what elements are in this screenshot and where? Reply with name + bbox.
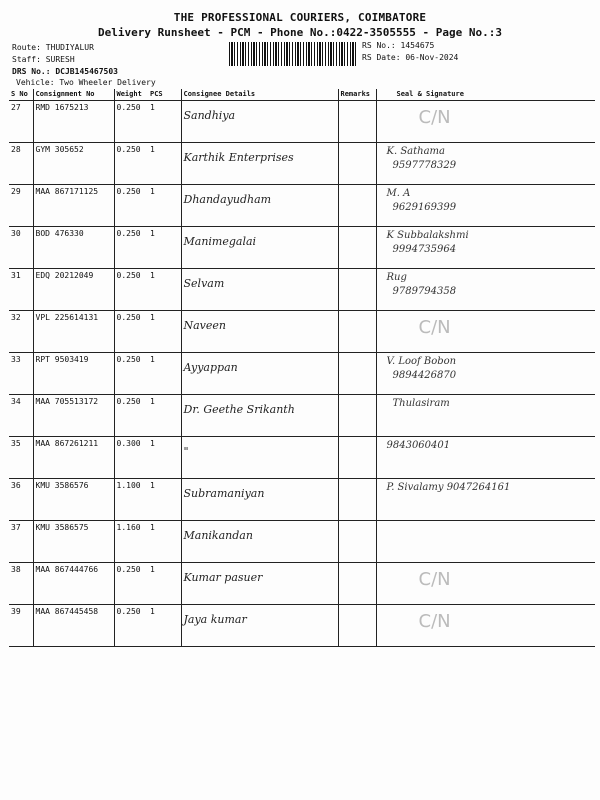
cell-weight: 0.250 (114, 311, 148, 353)
runsheet-subtitle: Delivery Runsheet - PCM - Phone No.:0422-3505555 - Page No.:3 (98, 26, 502, 39)
signature-phone: 9994735964 (392, 244, 457, 255)
cell-remarks (338, 101, 376, 143)
cell-remarks (338, 353, 376, 395)
cell-sno: 32 (9, 311, 33, 353)
signature-text: Rug (386, 272, 407, 283)
staff-line (12, 55, 75, 65)
cell-weight: 0.250 (114, 143, 148, 185)
consignee-handwriting: Jaya kumar (183, 613, 247, 626)
cell-sno: 37 (9, 521, 33, 563)
cell-remarks (338, 227, 376, 269)
consignee-handwriting: Naveen (183, 319, 227, 332)
cell-seal-signature (376, 143, 595, 185)
consignee-handwriting: Kumar pasuer (183, 571, 263, 584)
drs-label: DRS No.: (12, 67, 51, 76)
signature-phone: 9629169399 (392, 202, 457, 213)
rs-no-line (362, 40, 434, 52)
cell-sno: 35 (9, 437, 33, 479)
cell-remarks (338, 143, 376, 185)
vehicle-label: Vehicle: (16, 78, 55, 87)
cell-consignment-no: BOD 476330 (33, 227, 114, 269)
col-remarks: Remarks (338, 89, 376, 101)
cell-remarks (338, 311, 376, 353)
col-sno: S No (9, 89, 33, 101)
table-row (9, 563, 595, 605)
consignee-handwriting: " (183, 445, 189, 458)
route-line (12, 43, 94, 53)
cell-seal-signature (376, 395, 595, 437)
cell-pcs: 1 (148, 101, 181, 143)
cell-remarks (338, 185, 376, 227)
consignee-handwriting: Subramaniyan (183, 487, 265, 500)
cell-seal-signature (376, 269, 595, 311)
cell-consignment-no: MAA 867444766 (33, 563, 114, 605)
cell-remarks (338, 395, 376, 437)
table-row (9, 479, 595, 521)
cell-consignment-no: MAA 867261211 (33, 437, 114, 479)
cell-weight: 0.250 (114, 101, 148, 143)
cell-weight: 0.250 (114, 605, 148, 647)
drs-value: DCJB145467503 (55, 67, 118, 76)
cell-consignee (181, 311, 338, 353)
rs-no-label: RS No.: (362, 41, 396, 50)
cell-pcs: 1 (148, 311, 181, 353)
cell-remarks (338, 269, 376, 311)
cell-seal-signature (376, 227, 595, 269)
cell-sno: 36 (9, 479, 33, 521)
signature-text: K. Sathama (386, 146, 446, 157)
cell-sno: 34 (9, 395, 33, 437)
cell-consignee (181, 101, 338, 143)
cell-pcs: 1 (148, 269, 181, 311)
consignee-handwriting: Sandhiya (183, 109, 236, 122)
staff-label: Staff: (12, 55, 41, 64)
cell-consignee (181, 353, 338, 395)
consignee-handwriting: Karthik Enterprises (183, 151, 294, 164)
cell-consignee (181, 563, 338, 605)
cell-consignment-no: VPL 225614131 (33, 311, 114, 353)
table-row (9, 353, 595, 395)
cell-seal-signature (376, 563, 595, 605)
consignee-handwriting: Selvam (183, 277, 225, 290)
cn-stamp: C/N (418, 569, 451, 590)
vehicle-value: Two Wheeler Delivery (59, 78, 156, 87)
signature-phone: 9789794358 (392, 286, 457, 297)
signature-phone: 9597778329 (392, 160, 457, 171)
signature-text: 9843060401 (386, 440, 451, 451)
drs-line (12, 67, 118, 77)
cell-remarks (338, 437, 376, 479)
table-row (9, 185, 595, 227)
cell-pcs: 1 (148, 227, 181, 269)
cell-remarks (338, 563, 376, 605)
route-value: THUDIYALUR (45, 43, 94, 52)
cell-consignee (181, 605, 338, 647)
rs-date-label: RS Date: (362, 53, 401, 62)
col-pcs: PCS (148, 89, 181, 101)
cell-seal-signature (376, 185, 595, 227)
cn-stamp: C/N (418, 107, 451, 128)
consignee-handwriting: Dhandayudham (183, 193, 272, 206)
staff-value: SURESH (45, 55, 75, 64)
cell-weight: 0.250 (114, 563, 148, 605)
cell-sno: 29 (9, 185, 33, 227)
cell-sno: 39 (9, 605, 33, 647)
rs-date-line (362, 52, 458, 64)
cell-pcs: 1 (148, 143, 181, 185)
cell-pcs: 1 (148, 185, 181, 227)
cell-pcs: 1 (148, 479, 181, 521)
cell-sno: 31 (9, 269, 33, 311)
cell-weight: 0.250 (114, 185, 148, 227)
cell-weight: 1.160 (114, 521, 148, 563)
table-row (9, 395, 595, 437)
vehicle-line (16, 78, 156, 88)
table-header-row (9, 89, 595, 101)
signature-text: M. A (386, 188, 411, 199)
rs-no-value: 1454675 (400, 41, 435, 50)
signature-text: P. Sivalamy 9047264161 (386, 482, 511, 493)
col-consignee: Consignee Details (181, 89, 338, 101)
cell-remarks (338, 479, 376, 521)
cell-seal-signature (376, 521, 595, 563)
table-row (9, 269, 595, 311)
table-row (9, 605, 595, 647)
signature-phone: Thulasiram (392, 398, 450, 409)
cell-weight: 0.250 (114, 353, 148, 395)
cell-weight: 1.100 (114, 479, 148, 521)
cell-consignment-no: MAA 867171125 (33, 185, 114, 227)
cell-seal-signature (376, 353, 595, 395)
table-row (9, 521, 595, 563)
consignee-handwriting: Manimegalai (183, 235, 257, 248)
cell-consignee (181, 143, 338, 185)
cell-weight: 0.300 (114, 437, 148, 479)
cell-seal-signature (376, 437, 595, 479)
cell-weight: 0.250 (114, 269, 148, 311)
signature-text: K Subbalakshmi (386, 230, 469, 241)
col-signature: Seal & Signature (376, 89, 595, 101)
table-row (9, 143, 595, 185)
consignee-handwriting: Manikandan (183, 529, 253, 542)
cell-sno: 33 (9, 353, 33, 395)
cell-consignment-no: MAA 867445458 (33, 605, 114, 647)
signature-phone: 9894426870 (392, 370, 457, 381)
cell-pcs: 1 (148, 521, 181, 563)
consignee-handwriting: Ayyappan (183, 361, 238, 374)
cell-consignment-no: RPT 9503419 (33, 353, 114, 395)
runsheet-table (9, 89, 595, 647)
cell-consignment-no: KMU 3586575 (33, 521, 114, 563)
cell-pcs: 1 (148, 437, 181, 479)
consignee-handwriting: Dr. Geethe Srikanth (183, 403, 295, 416)
cell-consignment-no: EDQ 20212049 (33, 269, 114, 311)
cell-consignment-no: RMD 1675213 (33, 101, 114, 143)
cell-consignment-no: GYM 305652 (33, 143, 114, 185)
table-row (9, 101, 595, 143)
cell-consignee (181, 479, 338, 521)
barcode (229, 42, 358, 66)
cell-sno: 28 (9, 143, 33, 185)
cell-sno: 30 (9, 227, 33, 269)
cell-seal-signature (376, 605, 595, 647)
cell-seal-signature (376, 311, 595, 353)
cell-pcs: 1 (148, 353, 181, 395)
col-weight: Weight (114, 89, 148, 101)
cell-consignee (181, 185, 338, 227)
cell-remarks (338, 521, 376, 563)
cell-pcs: 1 (148, 605, 181, 647)
cell-consignee (181, 227, 338, 269)
col-consignment: Consignment No (33, 89, 114, 101)
cell-pcs: 1 (148, 395, 181, 437)
cell-weight: 0.250 (114, 395, 148, 437)
cn-stamp: C/N (418, 611, 451, 632)
cell-consignee (181, 521, 338, 563)
cell-seal-signature (376, 101, 595, 143)
cell-consignment-no: KMU 3586576 (33, 479, 114, 521)
cell-consignee (181, 437, 338, 479)
cell-consignee (181, 269, 338, 311)
table-row (9, 437, 595, 479)
signature-text: V. Loof Bobon (386, 356, 457, 367)
rs-date-value: 06-Nov-2024 (405, 53, 459, 62)
cell-consignment-no: MAA 705513172 (33, 395, 114, 437)
route-label: Route: (12, 43, 41, 52)
company-title: THE PROFESSIONAL COURIERS, COIMBATORE (173, 11, 427, 24)
table-row (9, 311, 595, 353)
cell-sno: 38 (9, 563, 33, 605)
table-row (9, 227, 595, 269)
cell-consignee (181, 395, 338, 437)
cell-seal-signature (376, 479, 595, 521)
cell-pcs: 1 (148, 563, 181, 605)
cell-sno: 27 (9, 101, 33, 143)
cell-remarks (338, 605, 376, 647)
cn-stamp: C/N (418, 317, 451, 338)
cell-weight: 0.250 (114, 227, 148, 269)
